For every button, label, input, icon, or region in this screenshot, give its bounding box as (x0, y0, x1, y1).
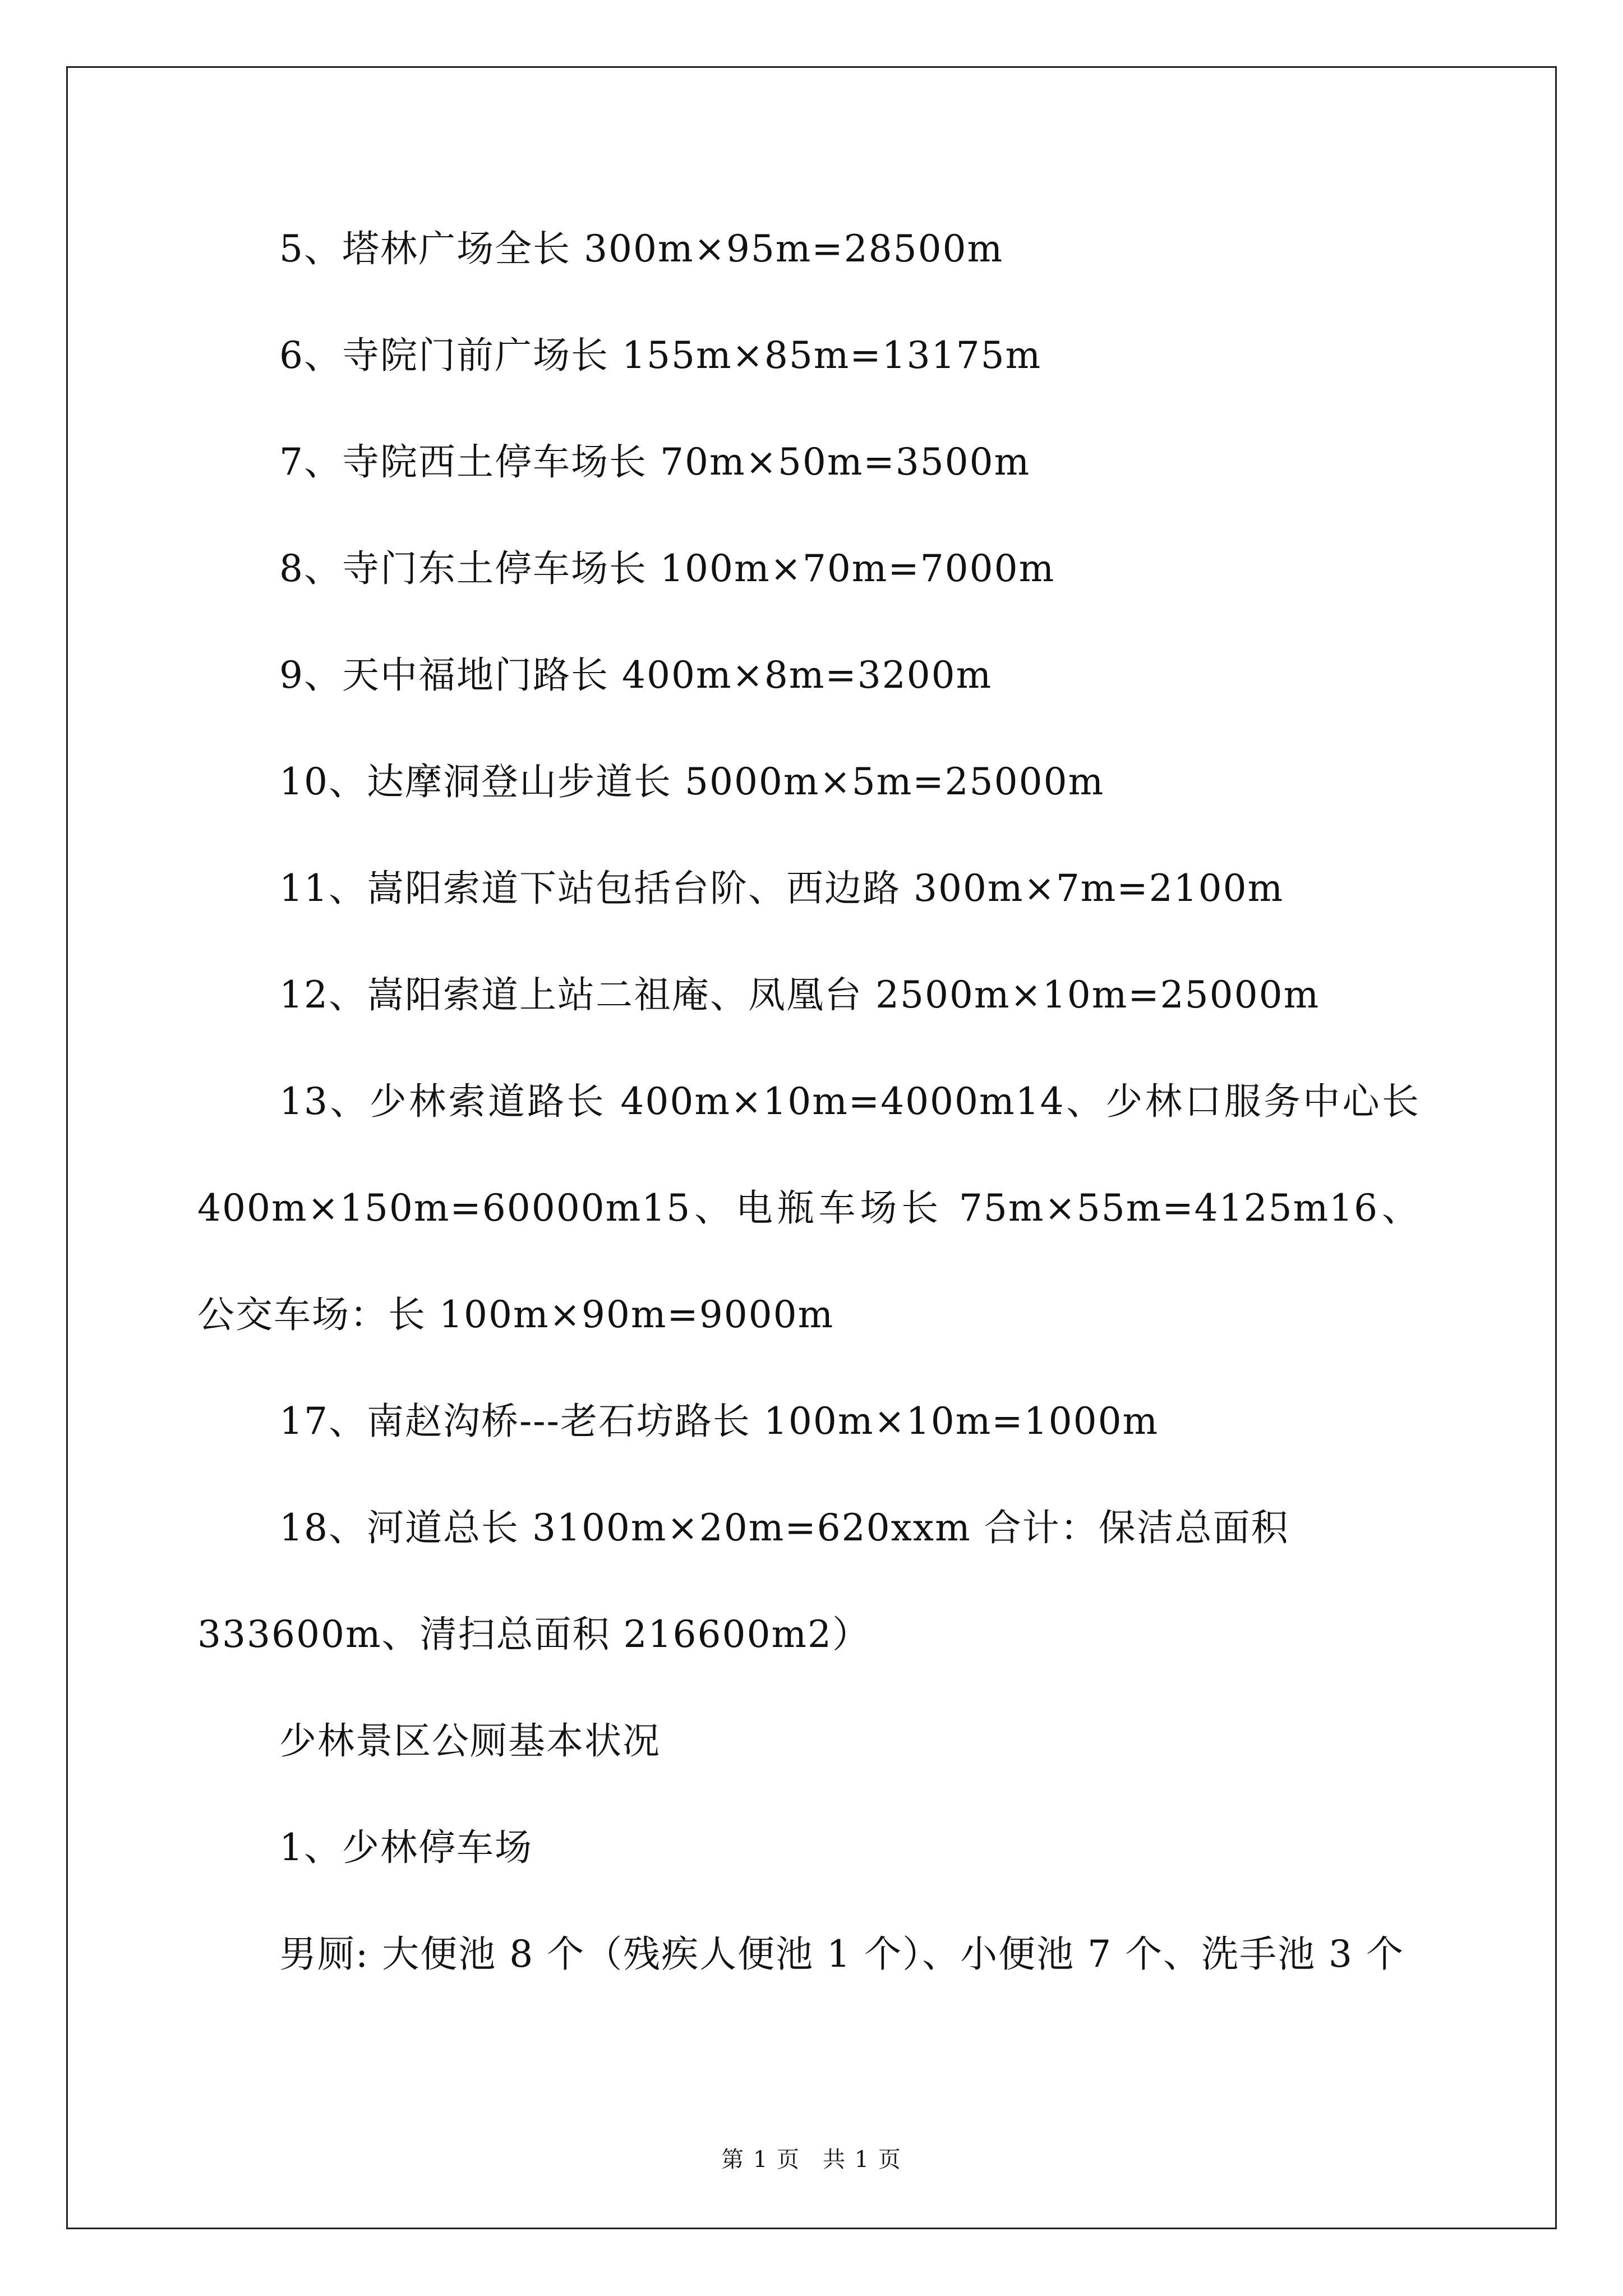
page-number-total: 共 1 页 (823, 2147, 902, 2173)
list-item: 12、嵩阳索道上站二祖庵、凤凰台 2500m×10m=25000m (279, 973, 1320, 1016)
list-item: 10、达摩洞登山步道长 5000m×5m=25000m (279, 760, 1105, 803)
list-item: 13、少林索道路长 400m×10m=4000m14、少林口服务中心长 400m×150m=60000m15、电瓶车场长 75m×55m=4125m16、公交车场：长 100m×90m=9000m (197, 1080, 1420, 1336)
list-item: 5、塔林广场全长 300m×95m=28500m (279, 227, 1004, 270)
list-item: 8、寺门东土停车场长 100m×70m=7000m (279, 547, 1055, 590)
list-item: 18、河道总长 3100m×20m=620xxm 合计：保洁总面积 333600m、清扫总面积 216600m2） (197, 1506, 1289, 1656)
document-body (197, 222, 1420, 2034)
section-heading: 少林景区公厕基本状况 (279, 1719, 661, 1763)
page-footer (0, 2142, 1623, 2174)
list-item: 1、少林停车场 (279, 1826, 533, 1869)
list-item: 7、寺院西土停车场长 70m×50m=3500m (279, 440, 1031, 484)
list-item: 17、南赵沟桥---老石坊路长 100m×10m=1000m (279, 1400, 1159, 1443)
page-number-current: 第 1 页 (721, 2147, 800, 2173)
list-item: 9、天中福地门路长 400m×8m=3200m (279, 654, 993, 697)
list-item: 11、嵩阳索道下站包括台阶、西边路 300m×7m=2100m (279, 867, 1284, 910)
list-item: 男厕: 大便池 8 个（残疾人便池 1 个）、小便池 7 个、洗手池 3 个 (279, 1932, 1405, 1976)
list-item: 6、寺院门前广场长 155m×85m=13175m (279, 334, 1042, 377)
